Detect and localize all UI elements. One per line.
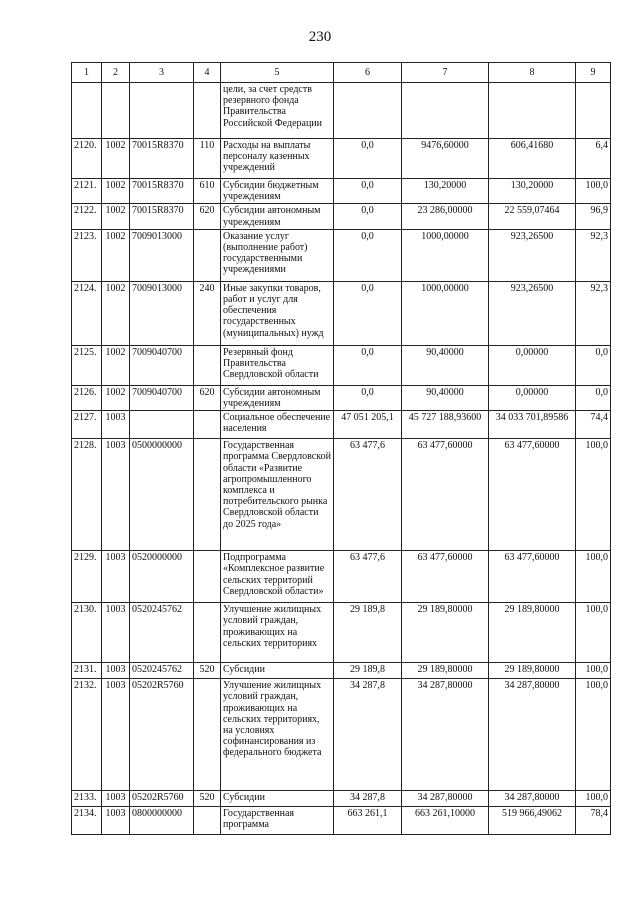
column-header-3: 3 [130, 63, 194, 83]
cell-expense-type: 240 [194, 281, 221, 345]
budget-table [71, 62, 611, 835]
cell-percent-executed: 78,4 [576, 807, 611, 835]
cell-row-number: 2133. [72, 791, 102, 807]
cell-approved-amount: 47 051 205,1 [334, 411, 402, 439]
cell-percent-executed: 6,4 [576, 139, 611, 179]
cell-planned-amount [402, 83, 489, 139]
column-header-5: 5 [221, 63, 334, 83]
cell-row-number: 2134. [72, 807, 102, 835]
cell-percent-executed [576, 83, 611, 139]
cell-item-name: Улучшение жилищных условий граждан, проживающих на сельских территориях [221, 603, 334, 663]
cell-percent-executed: 100,0 [576, 551, 611, 603]
table-row [72, 551, 611, 603]
cell-section-code: 1002 [102, 204, 130, 229]
cell-section-code: 1002 [102, 345, 130, 385]
cell-target-code: 0520245762 [130, 663, 194, 679]
cell-target-code: 0800000000 [130, 807, 194, 835]
cell-section-code: 1003 [102, 791, 130, 807]
cell-planned-amount: 23 286,00000 [402, 204, 489, 229]
cell-row-number: 2122. [72, 204, 102, 229]
cell-expense-type [194, 345, 221, 385]
cell-expense-type: 610 [194, 179, 221, 204]
cell-section-code: 1002 [102, 281, 130, 345]
cell-section-code: 1003 [102, 679, 130, 791]
cell-percent-executed: 100,0 [576, 179, 611, 204]
table-row [72, 281, 611, 345]
cell-expense-type [194, 439, 221, 551]
cell-section-code: 1003 [102, 807, 130, 835]
cell-percent-executed: 0,0 [576, 385, 611, 410]
cell-row-number: 2127. [72, 411, 102, 439]
cell-row-number: 2120. [72, 139, 102, 179]
page-number: 230 [308, 29, 332, 45]
cell-percent-executed: 92,3 [576, 229, 611, 281]
column-header-1: 1 [72, 63, 102, 83]
cell-item-name: Субсидии автономным учреждениям [221, 204, 334, 229]
cell-planned-amount: 90,40000 [402, 385, 489, 410]
cell-planned-amount: 1000,00000 [402, 281, 489, 345]
cell-expense-type [194, 229, 221, 281]
cell-item-name: Расходы на выплаты персоналу казенных учреждений [221, 139, 334, 179]
cell-approved-amount: 0,0 [334, 179, 402, 204]
table-row [72, 139, 611, 179]
cell-expense-type [194, 551, 221, 603]
cell-planned-amount: 663 261,10000 [402, 807, 489, 835]
cell-approved-amount: 0,0 [334, 229, 402, 281]
cell-target-code: 0520245762 [130, 603, 194, 663]
cell-percent-executed: 100,0 [576, 439, 611, 551]
table-row [72, 679, 611, 791]
cell-executed-amount: 923,26500 [489, 229, 576, 281]
cell-percent-executed: 100,0 [576, 663, 611, 679]
cell-executed-amount: 606,41680 [489, 139, 576, 179]
cell-approved-amount [334, 83, 402, 139]
cell-item-name: Социальное обеспечение населения [221, 411, 334, 439]
table-row [72, 385, 611, 410]
table-row [72, 807, 611, 835]
column-header-9: 9 [576, 63, 611, 83]
cell-planned-amount: 29 189,80000 [402, 603, 489, 663]
cell-executed-amount: 63 477,60000 [489, 439, 576, 551]
cell-row-number: 2123. [72, 229, 102, 281]
cell-approved-amount: 0,0 [334, 385, 402, 410]
table-row [72, 204, 611, 229]
cell-row-number: 2128. [72, 439, 102, 551]
cell-approved-amount: 0,0 [334, 204, 402, 229]
cell-row-number: 2129. [72, 551, 102, 603]
cell-item-name: Государственная программа [221, 807, 334, 835]
cell-item-name: Иные закупки товаров, работ и услуг для обеспечения государственных (муниципальных) нужд [221, 281, 334, 345]
cell-section-code: 1003 [102, 603, 130, 663]
cell-section-code: 1002 [102, 179, 130, 204]
cell-expense-type: 520 [194, 663, 221, 679]
cell-expense-type [194, 807, 221, 835]
table-row [72, 663, 611, 679]
cell-section-code: 1002 [102, 229, 130, 281]
cell-executed-amount: 130,20000 [489, 179, 576, 204]
cell-planned-amount: 90,40000 [402, 345, 489, 385]
cell-approved-amount: 663 261,1 [334, 807, 402, 835]
cell-item-name: Субсидии автономным учреждениям [221, 385, 334, 410]
cell-approved-amount: 29 189,8 [334, 603, 402, 663]
table-row [72, 229, 611, 281]
cell-planned-amount: 9476,60000 [402, 139, 489, 179]
table-row [72, 345, 611, 385]
table-row [72, 179, 611, 204]
cell-section-code [102, 83, 130, 139]
cell-row-number: 2125. [72, 345, 102, 385]
cell-target-code: 05202R5760 [130, 679, 194, 791]
cell-target-code: 7009040700 [130, 345, 194, 385]
table-row [72, 603, 611, 663]
cell-executed-amount: 923,26500 [489, 281, 576, 345]
cell-target-code: 70015R8370 [130, 139, 194, 179]
cell-target-code: 7009040700 [130, 385, 194, 410]
cell-approved-amount: 34 287,8 [334, 791, 402, 807]
cell-executed-amount: 0,00000 [489, 385, 576, 410]
cell-section-code: 1003 [102, 663, 130, 679]
cell-approved-amount: 0,0 [334, 345, 402, 385]
cell-planned-amount: 1000,00000 [402, 229, 489, 281]
cell-item-name: цели, за счет средств резервного фонда Правительства Российской Федерации [221, 83, 334, 139]
cell-section-code: 1002 [102, 139, 130, 179]
cell-row-number [72, 83, 102, 139]
cell-expense-type [194, 679, 221, 791]
cell-expense-type: 620 [194, 385, 221, 410]
cell-executed-amount: 34 287,80000 [489, 679, 576, 791]
cell-section-code: 1003 [102, 551, 130, 603]
cell-approved-amount: 29 189,8 [334, 663, 402, 679]
cell-target-code: 70015R8370 [130, 204, 194, 229]
cell-approved-amount: 0,0 [334, 139, 402, 179]
cell-target-code: 7009013000 [130, 229, 194, 281]
column-header-6: 6 [334, 63, 402, 83]
cell-item-name: Оказание услуг (выполнение работ) государственными учреждениями [221, 229, 334, 281]
cell-percent-executed: 74,4 [576, 411, 611, 439]
cell-planned-amount: 29 189,80000 [402, 663, 489, 679]
cell-target-code: 0500000000 [130, 439, 194, 551]
cell-percent-executed: 100,0 [576, 679, 611, 791]
table-row [72, 411, 611, 439]
cell-item-name: Улучшение жилищных условий граждан, проживающих на сельских территориях, на условиях софинансирования из федерального бюджета [221, 679, 334, 791]
cell-section-code: 1003 [102, 439, 130, 551]
cell-percent-executed: 100,0 [576, 791, 611, 807]
cell-expense-type: 520 [194, 791, 221, 807]
cell-item-name: Государственная программа Свердловской области «Развитие агропромышленного комплекса и потребительского рынка Свердловской области до 2025 года» [221, 439, 334, 551]
cell-planned-amount: 34 287,80000 [402, 679, 489, 791]
cell-item-name: Резервный фонд Правительства Свердловской области [221, 345, 334, 385]
cell-item-name: Субсидии [221, 791, 334, 807]
cell-approved-amount: 63 477,6 [334, 551, 402, 603]
cell-row-number: 2124. [72, 281, 102, 345]
cell-planned-amount: 34 287,80000 [402, 791, 489, 807]
cell-section-code: 1002 [102, 385, 130, 410]
cell-target-code: 70015R8370 [130, 179, 194, 204]
cell-executed-amount: 29 189,80000 [489, 663, 576, 679]
header-row [72, 63, 611, 83]
cell-row-number: 2121. [72, 179, 102, 204]
cell-planned-amount: 130,20000 [402, 179, 489, 204]
cell-target-code [130, 411, 194, 439]
cell-item-name: Субсидии [221, 663, 334, 679]
column-header-2: 2 [102, 63, 130, 83]
table-row [72, 439, 611, 551]
column-header-7: 7 [402, 63, 489, 83]
cell-target-code: 0520000000 [130, 551, 194, 603]
column-header-8: 8 [489, 63, 576, 83]
table-row [72, 791, 611, 807]
cell-section-code: 1003 [102, 411, 130, 439]
cell-percent-executed: 92,3 [576, 281, 611, 345]
cell-expense-type [194, 603, 221, 663]
table-body [72, 83, 611, 835]
cell-approved-amount: 34 287,8 [334, 679, 402, 791]
column-header-4: 4 [194, 63, 221, 83]
cell-percent-executed: 100,0 [576, 603, 611, 663]
cell-item-name: Субсидии бюджетным учреждениям [221, 179, 334, 204]
cell-executed-amount: 22 559,07464 [489, 204, 576, 229]
cell-expense-type: 110 [194, 139, 221, 179]
cell-approved-amount: 63 477,6 [334, 439, 402, 551]
cell-executed-amount: 34 033 701,89586 [489, 411, 576, 439]
cell-row-number: 2126. [72, 385, 102, 410]
cell-row-number: 2131. [72, 663, 102, 679]
cell-planned-amount: 45 727 188,93600 [402, 411, 489, 439]
cell-target-code: 05202R5760 [130, 791, 194, 807]
cell-percent-executed: 0,0 [576, 345, 611, 385]
cell-executed-amount: 519 966,49062 [489, 807, 576, 835]
cell-executed-amount: 0,00000 [489, 345, 576, 385]
cell-item-name: Подпрограмма «Комплексное развитие сельских территорий Свердловской области» [221, 551, 334, 603]
cell-executed-amount: 63 477,60000 [489, 551, 576, 603]
cell-expense-type [194, 411, 221, 439]
cell-approved-amount: 0,0 [334, 281, 402, 345]
cell-percent-executed: 96,9 [576, 204, 611, 229]
cell-executed-amount: 34 287,80000 [489, 791, 576, 807]
table-row [72, 83, 611, 139]
cell-planned-amount: 63 477,60000 [402, 439, 489, 551]
cell-target-code [130, 83, 194, 139]
cell-row-number: 2130. [72, 603, 102, 663]
cell-row-number: 2132. [72, 679, 102, 791]
cell-target-code: 7009013000 [130, 281, 194, 345]
cell-expense-type: 620 [194, 204, 221, 229]
cell-executed-amount: 29 189,80000 [489, 603, 576, 663]
cell-planned-amount: 63 477,60000 [402, 551, 489, 603]
cell-expense-type [194, 83, 221, 139]
cell-executed-amount [489, 83, 576, 139]
